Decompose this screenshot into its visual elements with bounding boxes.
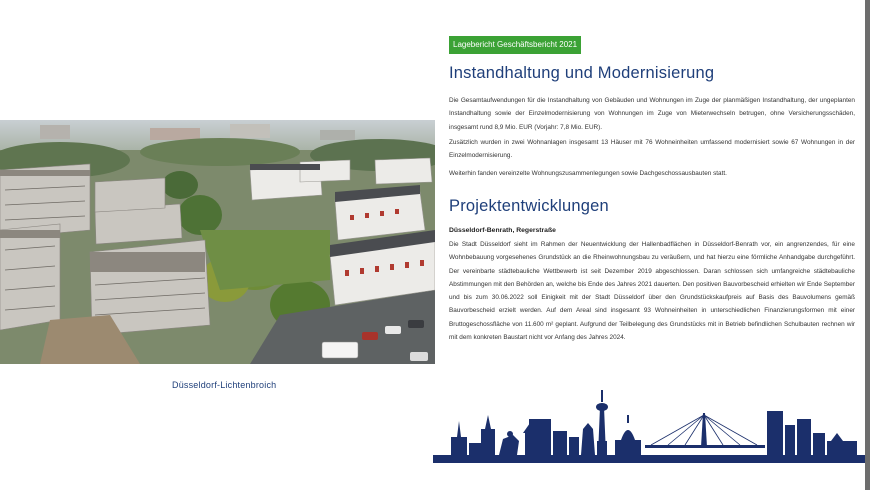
aerial-photo: [0, 120, 435, 364]
maintenance-paragraph-2: Zusätzlich wurden in zwei Wohnanlagen insgesamt 13 Häuser mit 76 Wohneinheiten umfassend modernisiert sowie 67 Wohnungen in der Einzelmodernisierung.: [449, 139, 855, 160]
report-badge: Lagebericht Geschäftsbericht 2021: [449, 36, 581, 54]
page-edge-bar: [865, 0, 870, 490]
project-subtitle: Düsseldorf-Benrath, Regerstraße: [449, 227, 556, 234]
duesseldorf-skyline-graphic: [433, 385, 865, 465]
section-title-maintenance: Instandhaltung und Modernisierung: [449, 64, 715, 82]
photo-caption: Düsseldorf-Lichtenbroich: [172, 380, 277, 390]
maintenance-paragraph-3: Weiterhin fanden vereinzelte Wohnungszusammenlegungen sowie Dachgeschossausbauten statt.: [449, 170, 727, 177]
section-title-projects: Projektentwicklungen: [449, 197, 609, 215]
maintenance-paragraph-1: Die Gesamtaufwendungen für die Instandhaltung von Gebäuden und Wohnungen im Zuge der planmäßigen Instandhaltung, der ungeplanten Instandhaltung sowie der Einzelmodernisierung von Wohnungen im Zuge von Mieterwechseln betrugen, ohne Versicherungsschäden, insgesamt rund 8,9 Mio. EUR (Vorjahr: 7,8 Mio. EUR).: [449, 97, 855, 131]
project-paragraph: Die Stadt Düsseldorf sieht im Rahmen der Neuentwicklung der Hallenbadflächen in Düsseldorf-Benrath vor, ein angrenzendes, für eine Wohnbebauung vorgesehenes Grundstück an die Rheinwohnungsbau zu veräußern, und hat hierzu eine förmliche Anhandgabe durchgeführt. Der vereinbarte städtebauliche Wettbewerb ist seit Dezember 2019 abgeschlossen. Daran schlossen sich umfangreiche städtebauliche Abstimmungen mit den Behörden an, welche bis Ende des Jahres 2021 dauerten. Den positiven Bauvorbescheid erhielten wir Ende September und bis zum 30.06.2022 soll Einigkeit mit der Stadt Düsseldorf über den Grundstückskaufpreis auf Basis des Bauvolumens gemäß Bauvorbescheid erzielt werden. Auf dem Areal sind insgesamt 93 Wohneinheiten in unterschiedlichen Finanzierungsformen mit einer Bruttogeschossfläche von 11.600 m² geplant. Aufgrund der Teilbelegung des Grundstücks mit in Betrieb befindlichen Schulbauten rechnen wir mit dem konkreten Baustart nicht vor Anfang des Jahres 2024.: [449, 241, 855, 342]
